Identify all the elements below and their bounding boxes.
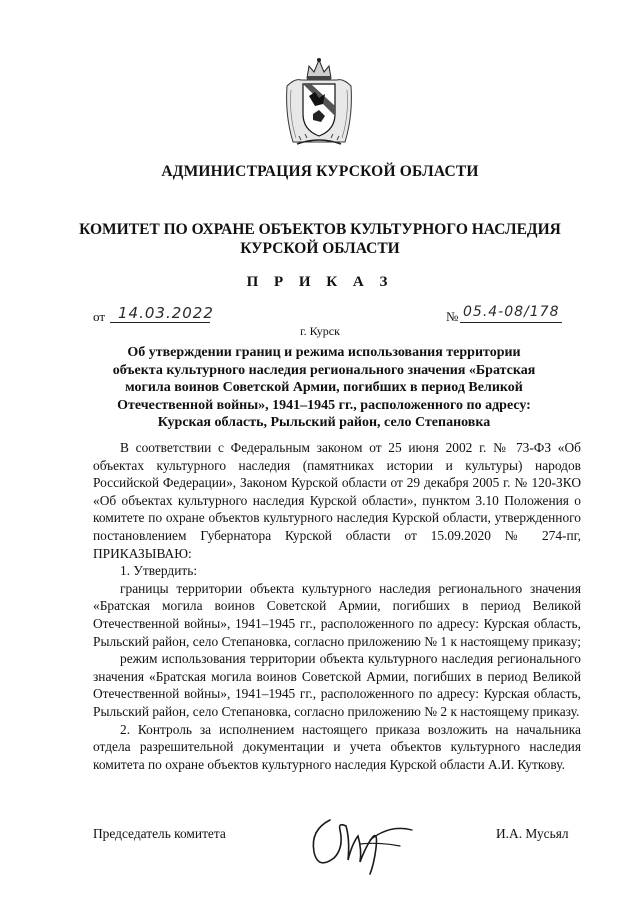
document-date: 14.03.2022 [118,304,214,322]
committee-title-line1: КОМИТЕТ ПО ОХРАНЕ ОБЪЕКТОВ КУЛЬТУРНОГО НАСЛЕДИЯ [79,221,561,238]
date-underline [110,322,210,323]
number-label: № [446,309,459,324]
administration-title: АДМИНИСТРАЦИЯ КУРСКОЙ ОБЛАСТИ [161,163,479,180]
number-underline [460,322,562,323]
signatory-name: И.А. Мусьял [496,826,569,841]
document-subject: Об утверждении границ и режима использования территории объекта культурного наследия регионального значения «Братская могила воинов Советской Армии, погибших в период Великой Отечественной войны», 1941–1945 гг., расположенного по адресу: Курская область, Рыльский район, село Степановка [112,345,536,430]
item-1-borders-paragraph: границы территории объекта культурного наследия регионального значения «Братская могила воинов Советской Армии, погибших в период Великой Отечественной войны», 1941–1945 гг., расположенного по адресу: Курская область, Рыльский район, село Степановка, согласно приложению № 1 к настоящему приказу; [93,580,581,649]
document-body [93,439,581,773]
date-label: от [93,309,106,324]
document-type: П Р И К А З [246,274,394,290]
item-2-paragraph: 2. Контроль за исполнением настоящего приказа возложить на начальника отдела разрешительной документации и учета объектов культурного наследия комитета по охране объектов культурного наследия Курской области А.И. Куткову. [93,721,581,772]
handwritten-signature [300,800,420,876]
document-number: 05.4-08/178 [463,304,560,320]
committee-title-line2: КУРСКОЙ ОБЛАСТИ [240,240,400,257]
preamble-paragraph: В соответствии с Федеральным законом от 25 июня 2002 г. № 73-ФЗ «Об объектах культурного наследия (памятниках истории и культуры) народов Российской Федерации», Законом Курской области от 29 декабря 2005 г. № 120-ЗКО «Об объектах культурного наследия Курской области», пунктом 3.10 Положения о комитете по охране объектов культурного наследия Курской области, утвержденного постановлением Губернатора Курской области от 15.09.2020 № 274-пг, ПРИКАЗЫВАЮ: [93,440,581,561]
coat-of-arms-icon [283,56,355,150]
signatory-title: Председатель комитета [93,826,226,841]
committee-title [60,220,580,258]
item-1-heading: 1. Утвердить: [120,563,198,579]
document-city: г. Курск [300,324,340,338]
item-1-regime-paragraph: режим использования территории объекта культурного наследия регионального значения «Братская могила воинов Советской Армии, погибших в период Великой Отечественной войны», 1941–1945 гг., расположенного по адресу: Курская область, Рыльский район, село Степановка, согласно приложению № 2 к настоящему приказу. [93,651,581,719]
